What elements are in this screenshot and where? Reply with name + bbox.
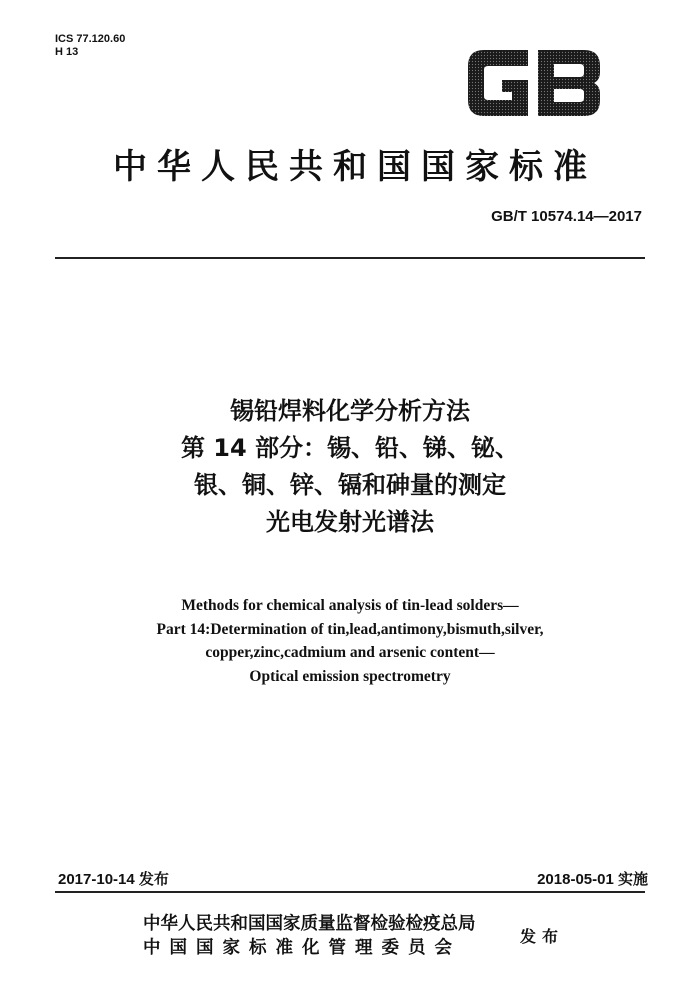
chinese-title xyxy=(0,393,700,541)
ics-code: ICS 77.120.60 xyxy=(55,33,126,45)
english-title-line: Part 14:Determination of tin,lead,antimony,bismuth,silver, xyxy=(156,620,544,638)
chinese-title-line: 锡铅焊料化学分析方法 xyxy=(230,397,470,425)
chinese-title-line: 银、铜、锌、镉和砷量的测定 xyxy=(194,471,506,499)
publisher-aqsiq: 中华人民共和国国家质量监督检验检疫总局 xyxy=(143,914,476,934)
national-standard-title: 中华人民共和国国家标准 xyxy=(113,147,597,187)
footer-divider xyxy=(55,891,645,893)
chinese-title-line: 第 14 部分：锡、铅、锑、铋、 xyxy=(180,434,520,462)
publish-label: 发布 xyxy=(520,927,565,946)
implementation-date: 2018-05-01 实施 xyxy=(537,871,648,888)
issue-date: 2017-10-14 发布 xyxy=(58,871,169,888)
standard-number: GB/T 10574.14—2017 xyxy=(491,208,642,225)
gb-logo xyxy=(462,42,606,124)
english-title-line: copper,zinc,cadmium and arsenic content— xyxy=(205,644,495,661)
english-title-line: Methods for chemical analysis of tin-lead solders— xyxy=(181,597,519,614)
ccs-code: H 13 xyxy=(55,46,79,58)
publisher-sac: 中国国家标准化管理委员会 xyxy=(143,938,461,958)
english-title-line: Optical emission spectrometry xyxy=(249,667,451,685)
header-divider xyxy=(55,257,645,259)
english-title xyxy=(0,594,700,688)
classification-codes xyxy=(55,33,125,59)
chinese-title-line: 光电发射光谱法 xyxy=(266,508,434,536)
